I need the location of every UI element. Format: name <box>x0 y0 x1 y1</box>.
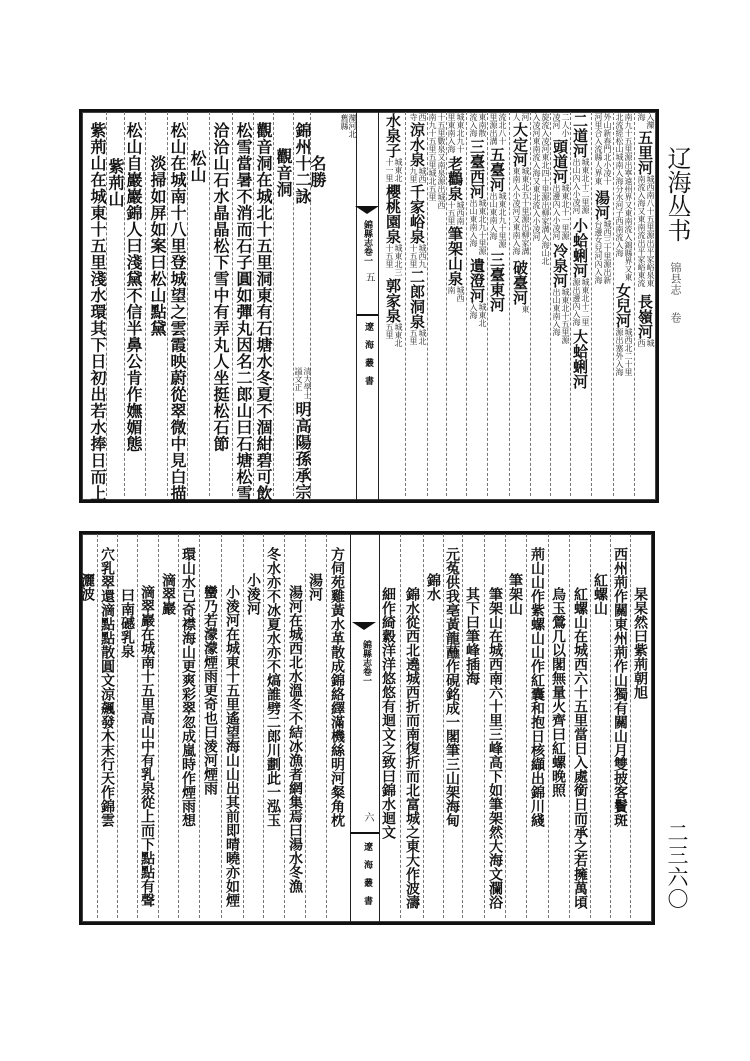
column-rule <box>305 534 306 918</box>
text-column <box>426 113 446 500</box>
annotation-note: 河人 <box>512 113 530 121</box>
entry-text: 湯河 <box>593 189 611 220</box>
column-rule <box>187 112 188 496</box>
entry-text: 小淩河 <box>245 573 261 615</box>
annotation-note: 城東北五十里源出柳家溝東南入小凌河又東南入海 <box>512 166 530 255</box>
column-rule <box>613 112 614 496</box>
column-rule <box>167 112 168 496</box>
text-column <box>327 547 347 920</box>
lower-fold-rule <box>350 832 379 834</box>
entry-text: 蠻乃若濛濛煙雨更奇也曰淩河煙雨 <box>202 585 218 795</box>
text-column <box>305 573 325 920</box>
entry-text: 湯河在城西北水溫冬不結冰漁者網集焉曰湯水冬漁 <box>287 585 303 893</box>
upper-fold-leaf: 五 <box>363 272 374 282</box>
annotation-note: 入灤海 <box>637 113 655 129</box>
column-rule <box>610 534 611 918</box>
text-column <box>253 122 273 500</box>
text-column <box>592 113 612 500</box>
column-rule <box>570 112 571 496</box>
column-rule <box>550 112 551 496</box>
column-rule <box>462 534 463 918</box>
entry-text: 烏玉鶯几以閣無量火齊曰紅螺晚照 <box>550 587 566 797</box>
upper-fold-book: 錦縣志卷一 <box>362 220 372 265</box>
upper-fold-rule <box>356 314 378 316</box>
entry-text: 灑波 <box>79 573 95 601</box>
column-rule <box>548 534 549 918</box>
upper-fish-tail <box>355 206 379 214</box>
text-column <box>187 150 207 500</box>
entry-text: 洽洽山石水晶晶松下雪中有弄丸人坐挺松石節 <box>211 122 230 452</box>
entry-text: 錦水從西北遶城西折而南復折而北富城之東大作波濤 <box>404 587 420 909</box>
entry-text: 五里河 <box>636 130 654 175</box>
entry-text: 紫荊山在城東十五里淺水環其下日初出若水捧日而上 <box>88 122 107 502</box>
column-rule <box>137 534 138 918</box>
annotation-note: 城東北十五里源出山東南入海 <box>552 288 570 344</box>
annotation-note: 南九十五里源出寧遠州界又東南流入錦縣界又東北流經松山城南入海分水河子西南流入海 <box>615 113 633 281</box>
annotation-note: 旋流入凌河東北四十里源出柳家溝入海山北入凌河東南流入海又東北流入小凌河 <box>532 113 550 265</box>
annotation-note: 城西南十五里 <box>447 200 465 225</box>
text-column <box>527 547 547 920</box>
upper-fold-side-note: 灤河北舊縣 <box>340 114 357 138</box>
column-spacer <box>292 205 312 368</box>
annotation-note: 城北五里 <box>409 329 427 345</box>
entry-text: 大蛤蜊河 <box>571 328 589 389</box>
entry-text: 小蛤蜊河 <box>571 217 589 278</box>
entry-text: 老鸛泉 <box>446 155 464 201</box>
text-column <box>550 113 570 500</box>
entry-text: 二道河 <box>571 113 589 158</box>
page-number: 二三六〇 <box>665 822 689 910</box>
annotation-note: 城東北九十里源出山東南入海 <box>469 198 487 255</box>
entry-text: 錦水 <box>425 573 441 601</box>
entry-text: 穴乳翠還滴點點散圓文涼飆發木末行天作錦雲 <box>99 547 115 827</box>
text-column <box>178 547 198 920</box>
column-rule <box>243 534 244 918</box>
entry-text: 女兒河 <box>614 283 632 328</box>
text-column <box>510 113 530 500</box>
text-column <box>402 587 422 920</box>
column-rule <box>117 534 118 918</box>
text-column <box>147 155 167 500</box>
column-rule <box>263 534 264 918</box>
text-column <box>243 573 263 920</box>
entry-text: 明高陽孫承宗 <box>293 401 312 500</box>
entry-text: 觀音洞 <box>274 148 293 198</box>
text-column <box>87 122 107 500</box>
column-rule <box>423 534 424 918</box>
text-column <box>200 585 220 920</box>
text-column <box>530 113 550 500</box>
lower-fold-leaf: 六 <box>362 812 373 822</box>
entry-text: 櫻桃園泉 <box>384 183 402 244</box>
annotation-note: 外山新春門北小凌十河里合入流縣人界東 <box>594 113 612 185</box>
upper-fold-series: 遼海叢書 <box>363 322 373 394</box>
annotation-note: 城西九十五里 <box>409 243 427 268</box>
entry-text: 湯河 <box>307 573 323 601</box>
text-column <box>423 573 443 920</box>
volume-suffix: 卷 <box>669 312 682 323</box>
column-rule <box>484 534 485 918</box>
entry-text: 淡掃如屏如案曰松山點黛 <box>148 155 167 337</box>
entry-text: 三臺西河 <box>468 138 486 199</box>
text-column <box>97 547 117 920</box>
annotation-note: 城東北十二里源出邊內入海 <box>572 277 590 326</box>
text-column <box>285 585 305 920</box>
column-rule <box>400 534 401 918</box>
entry-text: 名勝 <box>308 155 327 188</box>
text-column <box>137 585 157 920</box>
entry-text: 紅螺山在城西六十五里當日入處銜日而承之若擁萬頃 <box>572 587 588 909</box>
entry-text: 滴翠巖 <box>160 573 176 615</box>
column-rule <box>526 534 527 918</box>
text-column <box>548 587 568 920</box>
column-rule <box>466 112 467 496</box>
entry-text: 長嶺河 <box>636 294 654 339</box>
annotation-note: 流北八十里源出溝 <box>489 113 507 145</box>
annotation-note: 城東北入海 <box>469 303 487 327</box>
entry-text: 細作綺縠洋洋悠悠有迴文之致曰錦水迴文 <box>380 587 396 839</box>
lower-fish-tail <box>352 622 376 630</box>
annotation-note: 東南散流入海 <box>469 113 487 137</box>
text-column <box>158 573 178 920</box>
annotation-note: 東 <box>521 305 530 313</box>
column-rule <box>509 112 510 496</box>
entry-text: 大定河 <box>511 121 529 167</box>
annotation-note: 城東北九十里源出山東南入海 <box>489 192 507 248</box>
upper-fold-line <box>356 112 357 500</box>
entry-text: 其下曰筆峰插海 <box>464 587 480 685</box>
text-column <box>485 587 505 920</box>
column-rule <box>293 112 294 496</box>
text-column <box>292 122 312 500</box>
entry-text: 千家峪泉 <box>408 183 426 244</box>
entry-text: 頭道河 <box>551 138 569 184</box>
text-column <box>167 122 187 500</box>
column-rule <box>199 534 200 918</box>
text-column <box>263 547 283 920</box>
entry-text: 水泉子 <box>384 113 402 158</box>
series-title: 辽海丛书 <box>663 146 691 242</box>
annotation-note: 城西南 <box>447 286 465 302</box>
entry-text: 錦州十二詠 <box>293 122 312 205</box>
column-rule <box>427 112 428 496</box>
text-column <box>210 122 230 500</box>
annotation-note: 西寺 <box>409 113 427 121</box>
annotation-note: 城東北十一里 <box>385 158 403 182</box>
text-column <box>442 547 462 920</box>
text-column <box>570 113 590 500</box>
entry-text: 元菟供我亳黃龍蘸作硯銘成一閣筆三山架海甸 <box>444 547 460 827</box>
annotation-note: 二人小凌河 <box>552 113 570 137</box>
text-column <box>77 573 97 920</box>
text-column <box>487 113 507 500</box>
column-rule <box>145 112 146 496</box>
annotation-note: 城西九里 <box>409 166 427 183</box>
annotation-note: 城西 <box>637 339 655 347</box>
annotation-note: 清大學士謚文正 <box>294 367 312 399</box>
entry-text: 二郎洞泉 <box>408 269 426 329</box>
annotation-note: 城東北三十五里 <box>385 243 403 276</box>
entry-text: 筆架山泉 <box>446 226 464 286</box>
column-rule <box>569 534 570 918</box>
text-column <box>467 113 487 500</box>
entry-text: 滴翠巖在城南十五里高山中有乳泉從上而下點點有聲 <box>139 585 155 907</box>
entry-text: 三臺東河 <box>488 251 506 312</box>
text-column <box>383 113 403 500</box>
text-column <box>378 587 398 920</box>
entry-text: 筆架山 <box>507 573 523 615</box>
lower-fold-line <box>350 534 351 922</box>
entry-text: 筆架山在城西南六十里三峰高下如筆架然大海文瀾浴 <box>487 587 503 909</box>
entry-text: 冷泉河 <box>551 243 569 288</box>
text-column <box>123 122 143 500</box>
volume-label: 锦县志 <box>669 262 682 295</box>
text-column <box>505 573 525 920</box>
column-rule <box>221 534 222 918</box>
text-column <box>462 587 482 920</box>
column-rule <box>405 112 406 496</box>
column-rule <box>634 112 635 496</box>
lower-fold-book: 錦縣志卷一 <box>361 640 371 685</box>
entry-text: 五臺河 <box>488 147 506 192</box>
annotation-note: 十五里數泉又南泉源出城西南九十五里五里城北五里 <box>428 113 446 209</box>
entry-text: 杲杲然曰紫荊朝旭 <box>632 587 648 699</box>
entry-text: 小淩河在城東十五里遙望海山山出其前即晴曉亦如煙 <box>224 585 240 907</box>
text-column <box>613 113 633 500</box>
column-rule <box>530 112 531 496</box>
text-column <box>630 587 650 920</box>
column-rule <box>253 112 254 496</box>
column-rule <box>273 112 274 496</box>
entry-text: 觀音洞在城北十五里洞東有石塘水冬夏不涸紺碧可飲 <box>254 122 273 502</box>
entry-text: 破臺河 <box>511 260 529 305</box>
annotation-note: 城東北十二里源出山內入小凌河 <box>572 158 590 214</box>
entry-text: 遺澄河 <box>468 258 486 303</box>
entry-text: 紅螺山 <box>592 573 608 615</box>
text-column <box>105 158 125 500</box>
column-rule <box>209 112 210 496</box>
text-column <box>117 588 137 920</box>
entry-text: 方伺苑雞黃水革散成錦絡繹滿機絲明河粲角枕 <box>329 547 345 827</box>
annotation-note: 城西北二十里源出塞外入海 <box>615 328 633 376</box>
annotation-note: 城東北五里 <box>385 322 403 347</box>
entry-text: 郭家泉 <box>384 277 402 323</box>
annotation-note: 城西三十里源出新台邊女兒河內入海 <box>594 219 612 284</box>
column-rule <box>178 534 179 918</box>
entry-text: 松雪當暑不消而石子圓如彈丸因名二郎山曰石塘松雪 <box>234 122 253 502</box>
column-rule <box>284 534 285 918</box>
text-column <box>590 573 610 920</box>
column-rule <box>443 534 444 918</box>
column-rule <box>232 112 233 496</box>
column-rule <box>326 534 327 918</box>
annotation-note: 城東北九十里東南入海 <box>447 113 465 153</box>
entry-text: 荊山山作紫螺山山作紅囊和抱日核纈出錦川綫 <box>529 547 545 827</box>
column-rule <box>591 112 592 496</box>
entry-text: 松山自巖巖錦人曰淺黛不信半鼻公肯作嫵媚態 <box>124 122 143 452</box>
lower-fold-series: 遼海叢書 <box>362 842 372 914</box>
column-rule <box>446 112 447 496</box>
entry-text: 曰南䃭乳泉 <box>119 588 135 658</box>
entry-text: 西州荊作關東州荊作山獨有關山月雙披客鬢斑 <box>612 547 628 827</box>
text-column <box>570 587 590 920</box>
entry-text: 松山 <box>188 150 207 183</box>
entry-text: 松山在城南十八里登城望之雲霞映蔚從翠微中見白描 <box>168 122 187 502</box>
entry-text: 涼水泉 <box>408 121 426 167</box>
column-rule <box>158 534 159 918</box>
text-column <box>635 113 655 500</box>
column-rule <box>505 534 506 918</box>
text-column <box>273 148 293 500</box>
text-column <box>445 113 465 500</box>
entry-text: 環山水已奇襟海山更爽彩翠忽成嵐時作煙雨想 <box>180 547 196 827</box>
annotation-note: 城東北十一里源出邊內入小凌河 <box>552 183 570 240</box>
column-rule <box>590 534 591 918</box>
text-column <box>233 122 253 500</box>
text-column <box>407 113 427 500</box>
upper-fold-line <box>378 112 379 500</box>
entry-text: 冬水亦不冰夏水亦不熇誰劈二郎川劃此一泓玉 <box>265 547 281 827</box>
column-rule <box>97 534 98 918</box>
annotation-note: 城西南八十五里源出平家峪泉東南流入海又東南流出平家峪東流 <box>637 175 655 287</box>
entry-text: 紫荊山 <box>106 158 125 208</box>
text-column <box>610 547 630 920</box>
column-rule <box>630 534 631 918</box>
column-rule <box>487 112 488 496</box>
text-column <box>222 585 242 920</box>
